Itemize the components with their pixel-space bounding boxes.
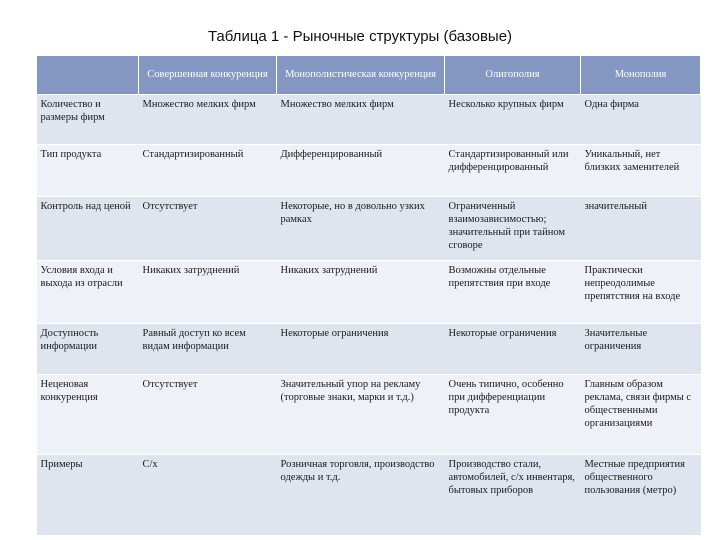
- table-cell: Равный доступ ко всем видам информации: [139, 324, 277, 375]
- header-cell-empty: [37, 56, 139, 95]
- table-cell: значительный: [581, 197, 701, 261]
- table-cell: Никаких затруднений: [139, 261, 277, 324]
- header-oligopoly: Олигополия: [445, 56, 581, 95]
- table-row: [37, 197, 701, 261]
- table-cell: Значительный упор на рекламу (торговые знаки, марки и т.д.): [277, 375, 445, 455]
- table-cell: Главным образом реклама, связи фирмы с общественными организациями: [581, 375, 701, 455]
- table-cell: Некоторые ограничения: [277, 324, 445, 375]
- table-cell: Возможны отдельные препятствия при входе: [445, 261, 581, 324]
- row-label: Количество и размеры фирм: [37, 95, 139, 145]
- row-label: Тип продукта: [37, 145, 139, 197]
- table-cell: Дифференцированный: [277, 145, 445, 197]
- table-row: [37, 324, 701, 375]
- table-cell: Значительные ограничения: [581, 324, 701, 375]
- table-cell: Производство стали, автомобилей, с/х инвентаря, бытовых приборов: [445, 455, 581, 535]
- market-structures-table: [36, 55, 701, 535]
- table-cell: Местные предприятия общественного пользования (метро): [581, 455, 701, 535]
- table-cell: Отсутствует: [139, 375, 277, 455]
- table-cell: Одна фирма: [581, 95, 701, 145]
- row-label: Неценовая конкуренция: [37, 375, 139, 455]
- row-label: Условия входа и выхода из отрасли: [37, 261, 139, 324]
- header-monopolistic-competition: Монополистическая конкуренция: [277, 56, 445, 95]
- table-cell: Стандартизированный: [139, 145, 277, 197]
- table-cell: Розничная торговля, производство одежды и т.д.: [277, 455, 445, 535]
- header-monopoly: Монополия: [581, 56, 701, 95]
- table-cell: Некоторые ограничения: [445, 324, 581, 375]
- row-label: Примеры: [37, 455, 139, 535]
- table-cell: Некоторые, но в довольно узких рамках: [277, 197, 445, 261]
- table-header-row: [37, 56, 701, 95]
- table-cell: Отсутствует: [139, 197, 277, 261]
- table-cell: Уникальный, нет близких заменителей: [581, 145, 701, 197]
- table-cell: Множество мелких фирм: [277, 95, 445, 145]
- table-cell: Ограниченный взаимозависимостью; значительный при тайном сговоре: [445, 197, 581, 261]
- table-cell: Никаких затруднений: [277, 261, 445, 324]
- table-caption: Таблица 1 - Рыночные структуры (базовые): [207, 28, 513, 45]
- row-label: Контроль над ценой: [37, 197, 139, 261]
- table-row: [37, 145, 701, 197]
- table-cell: Стандартизированный или дифференцированный: [445, 145, 581, 197]
- table-cell: С/х: [139, 455, 277, 535]
- table-cell: Практически непреодолимые препятствия на входе: [581, 261, 701, 324]
- table-row: [37, 375, 701, 455]
- table-row: [37, 455, 701, 535]
- table-cell: Несколько крупных фирм: [445, 95, 581, 145]
- table-row: [37, 95, 701, 145]
- header-perfect-competition: Совершенная конкуренция: [139, 56, 277, 95]
- table-row: [37, 261, 701, 324]
- table-cell: Множество мелких фирм: [139, 95, 277, 145]
- row-label: Доступность информации: [37, 324, 139, 375]
- table-cell: Очень типично, особенно при дифференциации продукта: [445, 375, 581, 455]
